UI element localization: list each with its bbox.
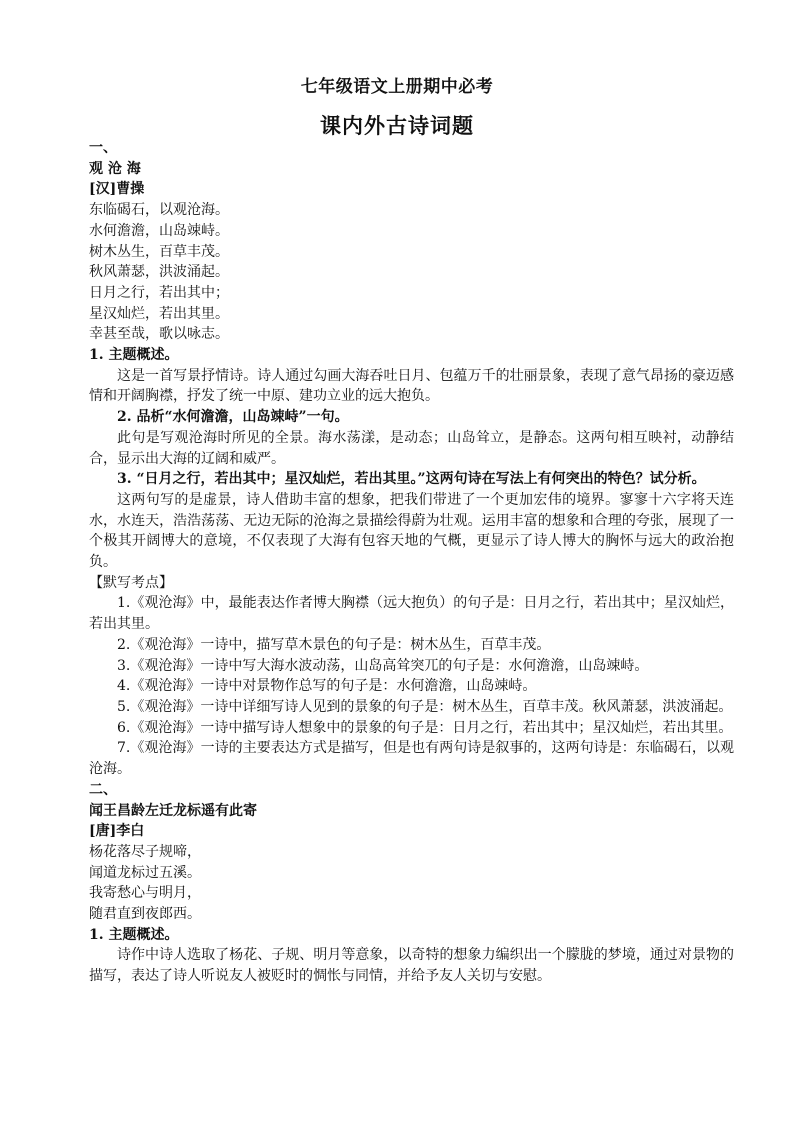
- poem-line: 秋风萧瑟，洪波涌起。: [89, 264, 229, 281]
- poem-line: 随君直到夜郎西。: [89, 906, 201, 923]
- question-1-answer: 这是一首写景抒情诗。诗人通过勾画大海吞吐日月、包蕴万千的壮丽景象，表现了意气昂扬的豪迈感情和开阔胸襟，抒发了统一中原、建功立业的远大抱负。: [89, 367, 734, 405]
- poem-line: 水何澹澹，山岛竦峙。: [89, 222, 229, 239]
- section-2-number: 二、: [89, 781, 117, 798]
- dictation-item: 3.《观沧海》一诗中写大海水波动荡，山岛高耸突兀的句子是：水何澹澹，山岛竦峙。: [117, 657, 649, 674]
- dictation-item: 6.《观沧海》一诗中描写诗人想象中的景象的句子是：日月之行，若出其中；星汉灿烂，若出其里。: [117, 719, 733, 736]
- dictation-item: 2.《观沧海》一诗中，描写草木景色的句子是：树木丛生，百草丰茂。: [117, 636, 551, 653]
- poem-line: 东临碣石，以观沧海。: [89, 202, 229, 219]
- poem-1-author: [汉]曹操: [89, 181, 145, 198]
- dictation-item: 4.《观沧海》一诗中对景物作总写的句子是：水何澹澹，山岛竦峙。: [117, 678, 537, 695]
- question-2-1-answer: 诗作中诗人选取了杨花、子规、明月等意象，以奇特的想象力编织出一个朦胧的梦境，通过对景物的描写，表达了诗人听说友人被贬时的惆怅与同情，并给予友人关切与安慰。: [89, 947, 734, 985]
- question-2-1-title: 1. 主题概述。: [89, 926, 179, 943]
- dictation-item: 1.《观沧海》中，最能表达作者博大胸襟（远大抱负）的句子是：日月之行，若出其中；星汉灿烂，若出其里。: [89, 595, 734, 633]
- poem-1-title: 观 沧 海: [89, 160, 141, 177]
- dictation-item: 7.《观沧海》一诗的主要表达方式是描写，但是也有两句诗是叙事的，这两句诗是：东临碣石，以观沧海。: [89, 740, 734, 778]
- dictation-heading: 【默写考点】: [89, 574, 173, 591]
- poem-2-title: 闻王昌龄左迁龙标遥有此寄: [89, 802, 257, 819]
- question-3-title: 3. “日月之行，若出其中；星汉灿烂，若出其里。”这两句诗在写法上有何突出的特色？试分析。: [117, 471, 706, 488]
- dictation-list: [89, 593, 734, 779]
- document-body: [89, 138, 734, 987]
- question-2-answer: 此句是写观沧海时所见的全景。海水荡漾，是动态；山岛耸立，是静态。这两句相互映衬，动静结合，显示出大海的辽阔和威严。: [89, 429, 734, 467]
- poem-line: 杨花落尽子规啼，: [89, 843, 201, 860]
- document-title-line1: 七年级语文上册期中必考: [300, 77, 494, 97]
- question-1-title: 1. 主题概述。: [89, 347, 179, 364]
- dictation-item: 5.《观沧海》一诗中详细写诗人见到的景象的句子是：树木丛生，百草丰茂。秋风萧瑟，洪波涌起。: [117, 698, 733, 715]
- poem-line: 闻道龙标过五溪。: [89, 864, 201, 881]
- poem-line: 树木丛生，百草丰茂。: [89, 243, 229, 260]
- section-1-number: 一、: [89, 140, 117, 156]
- poem-1-text: [89, 200, 734, 345]
- question-3-answer: 这两句写的是虚景，诗人借助丰富的想象，把我们带进了一个更加宏伟的境界。寥寥十六字将天连水，水连天，浩浩荡荡、无边无际的沧海之景描绘得蔚为壮观。运用丰富的想象和合理的夸张，展现了一个极其开阔博大的意境，不仅表现了大海有包容天地的气概，更显示了诗人博大的胸怀与远大的政治抱负。: [89, 491, 734, 571]
- poem-line: 我寄愁心与明月，: [89, 885, 201, 902]
- poem-line: 星汉灿烂，若出其里。: [89, 305, 229, 322]
- poem-2-author: [唐]李白: [89, 823, 145, 840]
- question-2-title: 2. 品析“水何澹澹，山岛竦峙”一句。: [117, 409, 349, 426]
- poem-2-text: [89, 842, 734, 925]
- poem-line: 日月之行，若出其中；: [89, 284, 229, 301]
- document-title-line2: 课内外古诗词题: [320, 113, 474, 138]
- poem-line: 幸甚至哉，歌以咏志。: [89, 326, 229, 343]
